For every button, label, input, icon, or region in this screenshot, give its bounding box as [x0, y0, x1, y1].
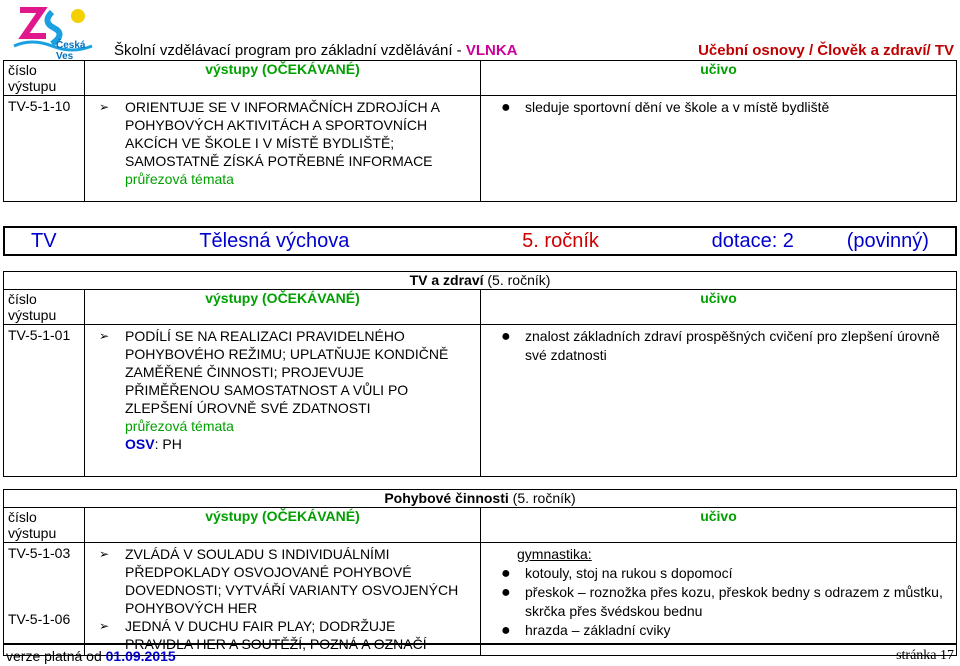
banner-abbr: TV — [31, 229, 57, 252]
output-cell — [85, 96, 481, 202]
bullet-icon: ● — [501, 99, 511, 116]
col-header-outputs-text: výstupy (OČEKÁVANÉ) — [205, 508, 360, 524]
footer-page-number: stránka 17 — [896, 648, 954, 663]
arrow-bullet-icon: ➢ — [99, 329, 110, 343]
col-header-code: číslo výstupu — [4, 61, 85, 96]
section-title-activities — [4, 490, 957, 508]
banner-row — [3, 226, 957, 256]
col-header-outputs — [85, 290, 481, 325]
program-name: VLNKA — [465, 42, 518, 59]
output-text: ORIENTUJE SE V INFORMAČNÍCH ZDROJÍCH A POHYBOVÝCH AKTIVITÁCH A SPORTOVNÍCH AKCÍCH VE ŠKOLE I V MÍSTĚ BYDLIŠTĚ; SAMOSTATNĚ ZÍSKÁ POTŘEBNÉ INFORMACE — [125, 99, 440, 169]
outcomes-table-1 — [3, 271, 957, 477]
output-item-2 — [99, 617, 476, 653]
output-code-1: TV-5-1-03 — [8, 545, 71, 561]
arrow-bullet-icon: ➢ — [99, 547, 110, 561]
curriculum-cell — [481, 543, 957, 656]
curriculum-item-1 — [501, 564, 950, 583]
outcomes-table-0 — [3, 60, 957, 202]
output-text-1: ZVLÁDÁ V SOULADU S INDIVIDUÁLNÍMI PŘEDPOKLADY OSVOJOVANÉ POHYBOVÉ DOVEDNOSTI; VYTVÁŘÍ VARIANTY OSVOJENÝCH POHYBOVÝCH HER — [125, 546, 459, 616]
osv-rest: : PH — [154, 436, 182, 452]
banner-name: Tělesná výchova — [199, 229, 350, 252]
program-label: Školní vzdělávací program pro základní vzdělávání - — [114, 42, 466, 59]
curriculum-item-2 — [501, 583, 950, 621]
banner-hours: dotace: 2 — [711, 229, 794, 252]
output-text: PODÍLÍ SE NA REALIZACI PRAVIDELNÉHO POHYBOVÉHO REŽIMU; UPLATŇUJE KONDIČNĚ ZAMĚŘENÉ ČINNOSTI; PROJEVUJE PŘIMĚŘENOU SAMOSTATNOST A VŮLI PO ZLEPŠENÍ ÚROVNĚ SVÉ ZDATNOSTI — [125, 328, 449, 416]
curriculum-item-3 — [501, 621, 950, 640]
cross-topics-label: průřezová témata — [125, 171, 234, 187]
footer-date: 01.09.2015 — [105, 648, 176, 664]
output-cell — [85, 543, 481, 656]
bullet-icon: ● — [501, 328, 511, 345]
section-title-activities-text: Pohybové činnosti — [384, 490, 509, 506]
curriculum-item-text-2: přeskok – roznožka přes kozu, přeskok bedny s odrazem z můstku, skrčka přes švédskou bednu — [525, 584, 943, 619]
output-cell — [85, 325, 481, 477]
banner-grade: 5. ročník — [522, 229, 599, 252]
curriculum-text: znalost základních zdraví prospěšných cvičení pro zlepšení úrovně své zdatnosti — [525, 328, 940, 363]
section-title-activities-suffix: (5. ročník) — [508, 490, 576, 506]
output-item-1 — [99, 545, 476, 617]
col-header-curriculum — [481, 290, 957, 325]
output-code: TV-5-1-01 — [4, 325, 85, 477]
curriculum-cell — [481, 96, 957, 202]
subject-banner — [3, 226, 957, 256]
osv-abbr: OSV — [125, 436, 155, 452]
bullet-icon: ● — [501, 622, 511, 639]
output-codes — [4, 543, 85, 656]
bullet-icon: ● — [501, 565, 511, 582]
curriculum-cell — [481, 325, 957, 477]
program-title — [114, 42, 518, 59]
arrow-bullet-icon: ➢ — [99, 100, 110, 114]
curriculum-text: sleduje sportovní dění ve škole a v místě bydliště — [525, 99, 830, 115]
outcomes-table-2 — [3, 489, 957, 656]
col-header-outputs-text: výstupy (OČEKÁVANÉ) — [205, 290, 360, 306]
arrow-bullet-icon: ➢ — [99, 619, 110, 633]
col-header-curriculum — [481, 61, 957, 96]
footer-rule — [3, 643, 957, 645]
output-code-2: TV-5-1-06 — [8, 611, 71, 627]
col-header-code: číslo výstupu — [4, 290, 85, 325]
curriculum-item-text-3: hrazda – základní cviky — [525, 622, 671, 638]
school-logo — [12, 2, 104, 62]
footer-version-label: verze platná od — [6, 648, 106, 664]
col-header-curriculum-text: učivo — [700, 290, 737, 306]
osv-line — [125, 435, 476, 453]
banner-type: (povinný) — [846, 229, 929, 252]
col-header-outputs-text: výstupy (OČEKÁVANÉ) — [205, 61, 360, 77]
col-header-code: číslo výstupu — [4, 508, 85, 543]
bullet-icon: ● — [501, 584, 511, 601]
col-header-curriculum — [481, 508, 957, 543]
col-header-curriculum-text: učivo — [700, 61, 737, 77]
section-title-health-suffix: (5. ročník) — [483, 272, 551, 288]
output-code: TV-5-1-10 — [4, 96, 85, 202]
subject-title — [698, 42, 954, 59]
col-header-outputs — [85, 61, 481, 96]
col-header-curriculum-text: učivo — [700, 508, 737, 524]
output-text-2: JEDNÁ V DUCHU FAIR PLAY; DODRŽUJE PRAVIDLA HER A SOUTĚŽÍ, POZNÁ A OZNAČÍ — [125, 618, 427, 652]
section-title-health — [4, 272, 957, 290]
footer-version — [6, 648, 176, 664]
subject-label: Učební osnovy / Člověk a zdraví/ TV — [698, 42, 954, 59]
logo-text: Česká Ves — [56, 40, 86, 62]
gym-heading: gymnastika: — [517, 546, 592, 562]
curriculum-item-text-1: kotouly, stoj na rukou s dopomocí — [525, 565, 733, 581]
cross-topics-label: průřezová témata — [125, 418, 234, 434]
section-title-health-text: TV a zdraví — [409, 272, 484, 288]
col-header-outputs — [85, 508, 481, 543]
